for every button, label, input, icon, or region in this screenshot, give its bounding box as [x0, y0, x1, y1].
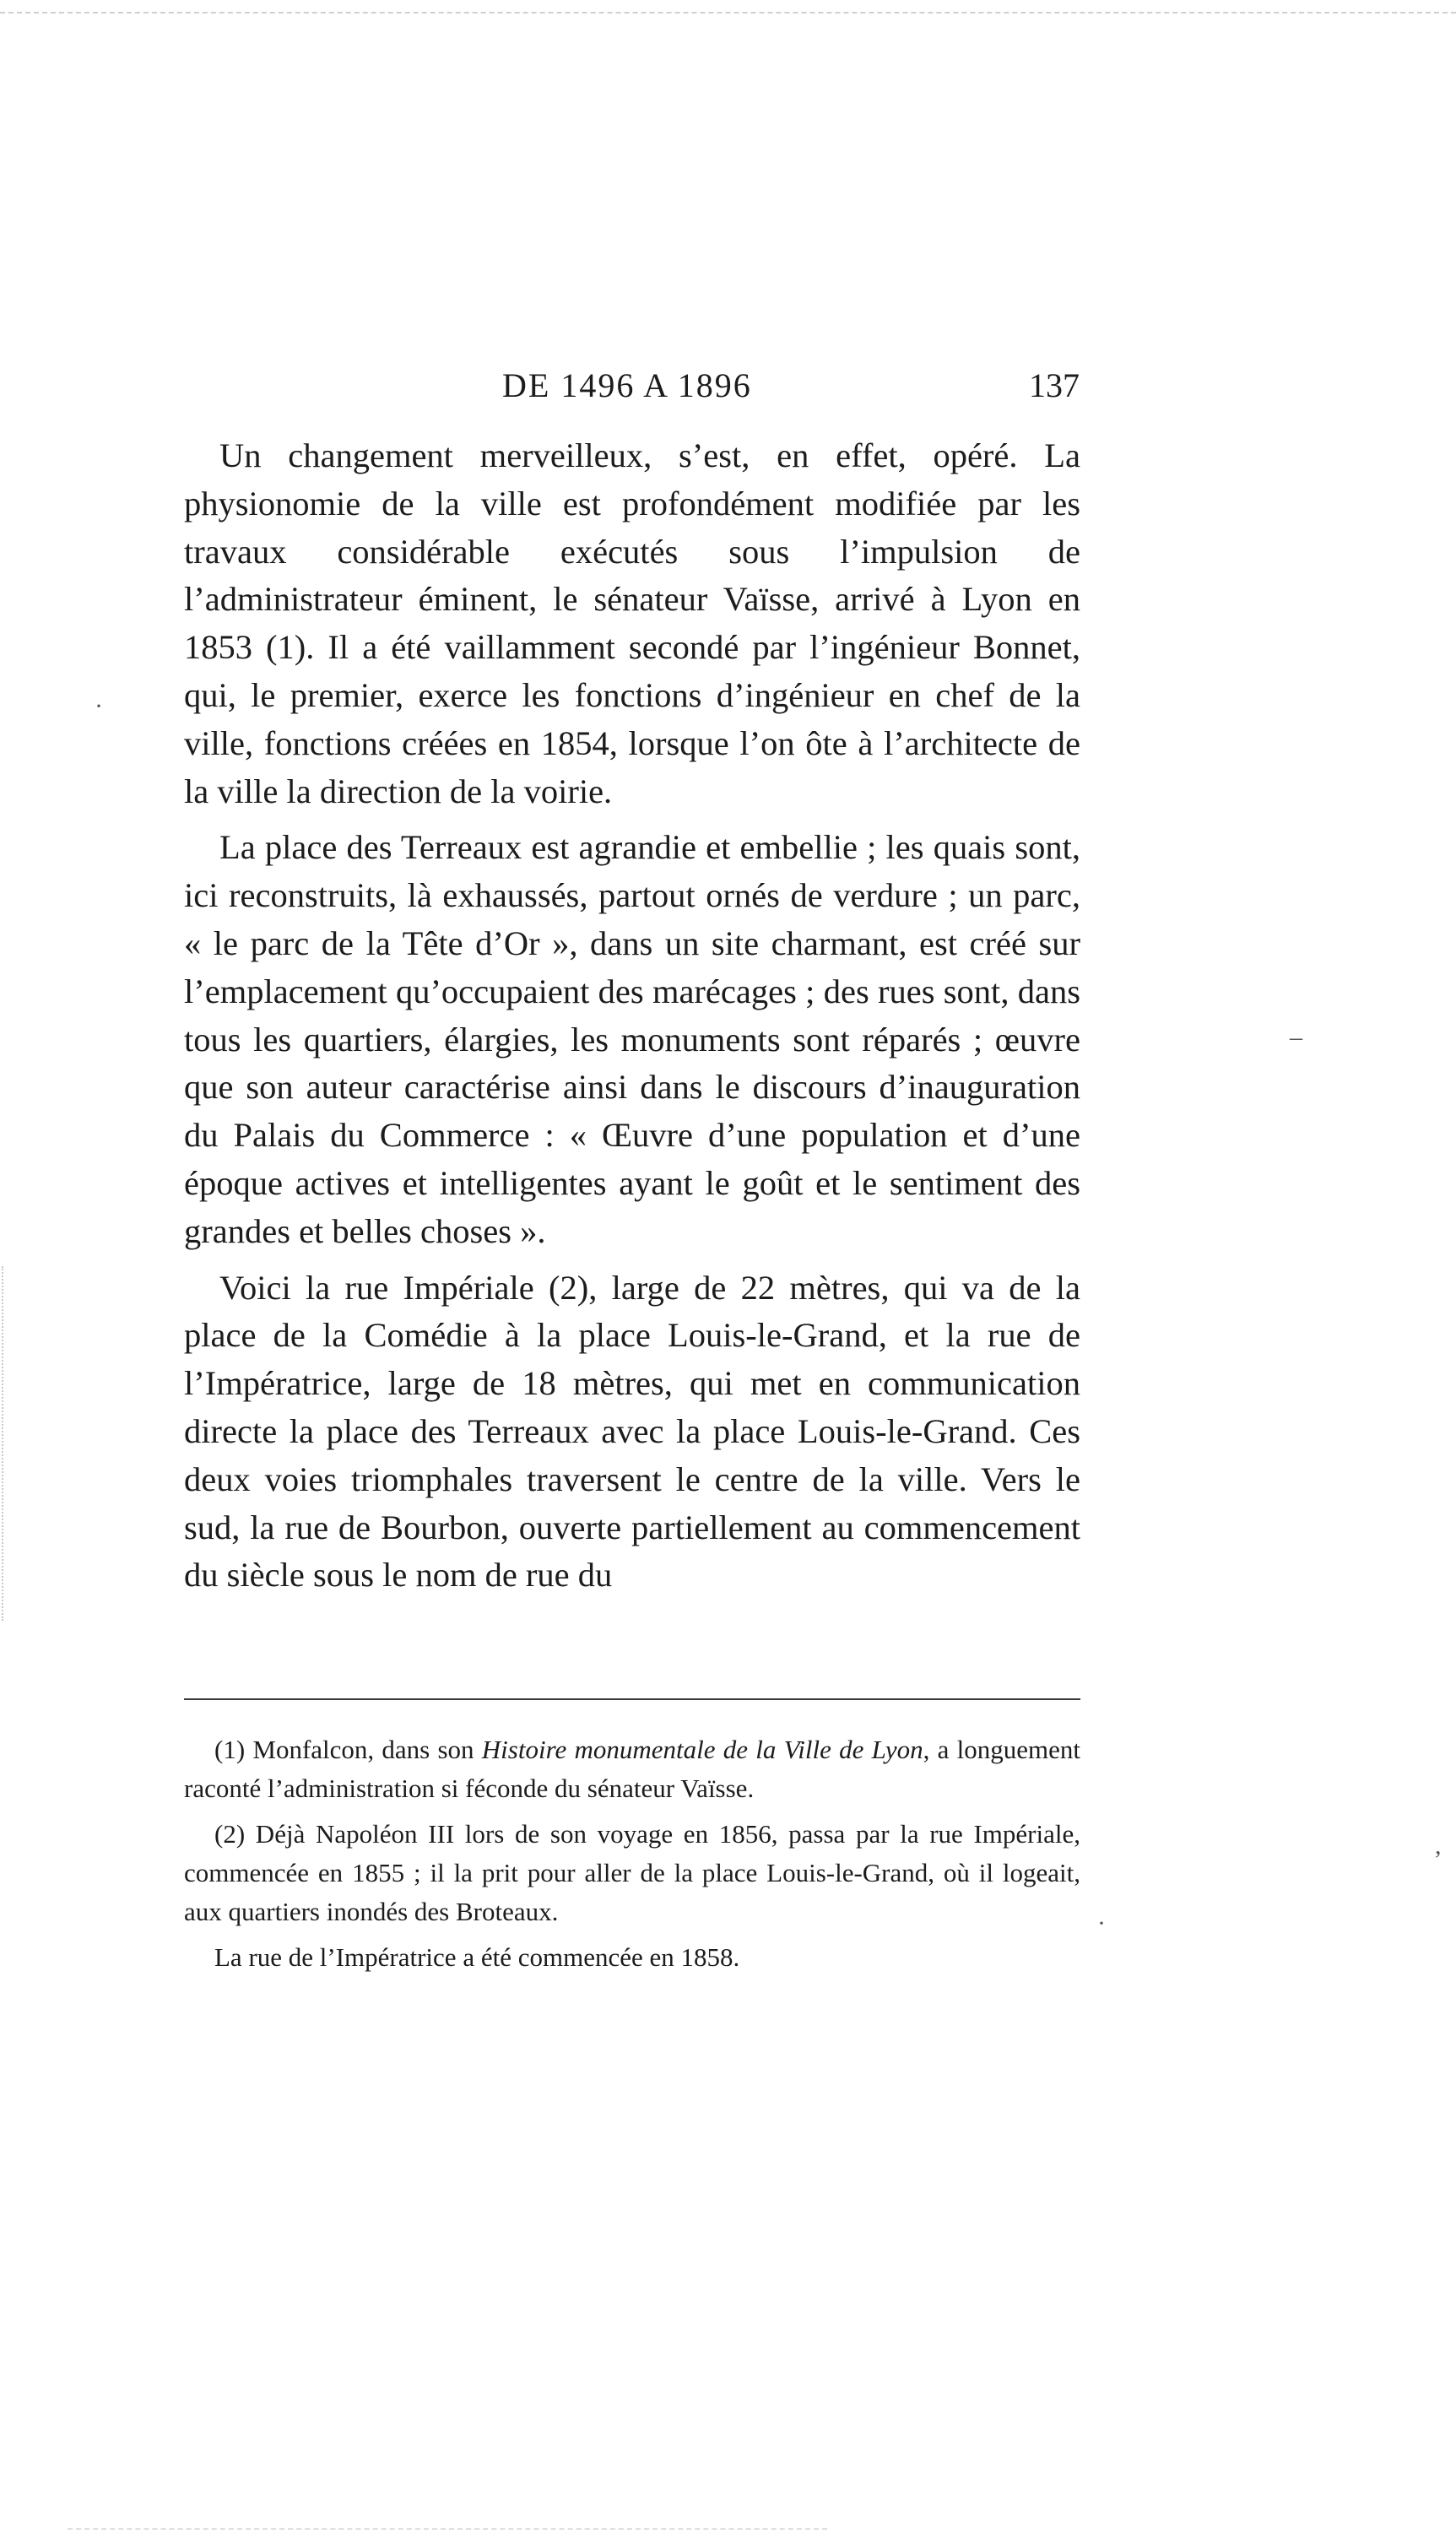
scan-edge-top: [0, 12, 1456, 14]
page-header: [502, 366, 1093, 416]
paragraph-1: Un changement merveilleux, s’est, en effet, opéré. La physionomie de la ville est profondément modifiée par les travaux considérable exécutés sous l’impulsion de l’administrateur éminent, le sénateur Vaïsse, arrivé à Lyon en 1853 (1). Il a été vaillamment secondé par l’ingénieur Bonnet, qui, le premier, exerce les fonctions d’ingénieur en chef de la ville, fonctions créées en 1854, lorsque l’on ôte à l’architecte de la ville la direction de la voirie.: [184, 436, 1080, 810]
stray-mark-dot: ·: [95, 692, 103, 720]
footnote-3: La rue de l’Impératrice a été commencée en 1858.: [214, 1942, 740, 1972]
scan-edge-bottom: [68, 2528, 827, 2530]
main-text: [184, 432, 1080, 1608]
footnote-1-lead: Monfalcon, dans son: [245, 1735, 482, 1764]
stray-mark-dash: –: [1290, 1023, 1302, 1051]
stray-mark-dot-2: ·: [1097, 1909, 1106, 1937]
footnote-1: [184, 1730, 1080, 1808]
footnote-rule: [184, 1698, 1080, 1700]
page-number: 137: [1029, 366, 1080, 404]
footnote-2: (2) Déjà Napoléon III lors de son voyage en 1856, passa par la rue Impériale, commencée en 1855 ; il la prit pour aller de la place Louis-le-Grand, où il logeait, aux quartiers inondés des Broteaux.: [184, 1819, 1080, 1926]
paragraph-3: Voici la rue Impériale (2), large de 22 mètres, qui va de la place de la Comédie à la place Louis-le-Grand, et la rue de l’Impératrice, large de 18 mètres, qui met en communication directe la place des Terreaux avec la place Louis-le-Grand. Ces deux voies triomphales traversent le centre de la ville. Vers le sud, la rue de Bourbon, ouverte partiellement au commencement du siècle sous le nom de rue du: [184, 1268, 1080, 1595]
paragraph-2: La place des Terreaux est agrandie et embellie ; les quais sont, ici reconstruits, là exhaussés, partout ornés de verdure ; un parc, « le parc de la Tête d’Or », dans un site charmant, est créé sur l’emplacement qu’occupaient des marécages ; des rues sont, dans tous les quartiers, élargies, les monuments sont réparés ; œuvre que son auteur caractérise ainsi dans le discours d’inauguration du Palais du Commerce : « Œuvre d’une population et d’une époque actives et intelligentes ayant le goût et le sentiment des grandes et belles choses ».: [184, 828, 1080, 1250]
stray-mark-tick: ,: [1435, 1832, 1442, 1860]
running-head: DE 1496 A 1896: [502, 366, 752, 404]
footnote-1-rest: , a longuement raconté l’administration si féconde du sénateur Vaïsse.: [184, 1735, 1081, 1803]
scan-edge-left: [2, 1266, 3, 1621]
footnote-1-marker: (1): [214, 1735, 246, 1764]
footnotes: [184, 1730, 1080, 1984]
footnote-1-title: Histoire monumentale de la Ville de Lyon: [481, 1735, 923, 1764]
